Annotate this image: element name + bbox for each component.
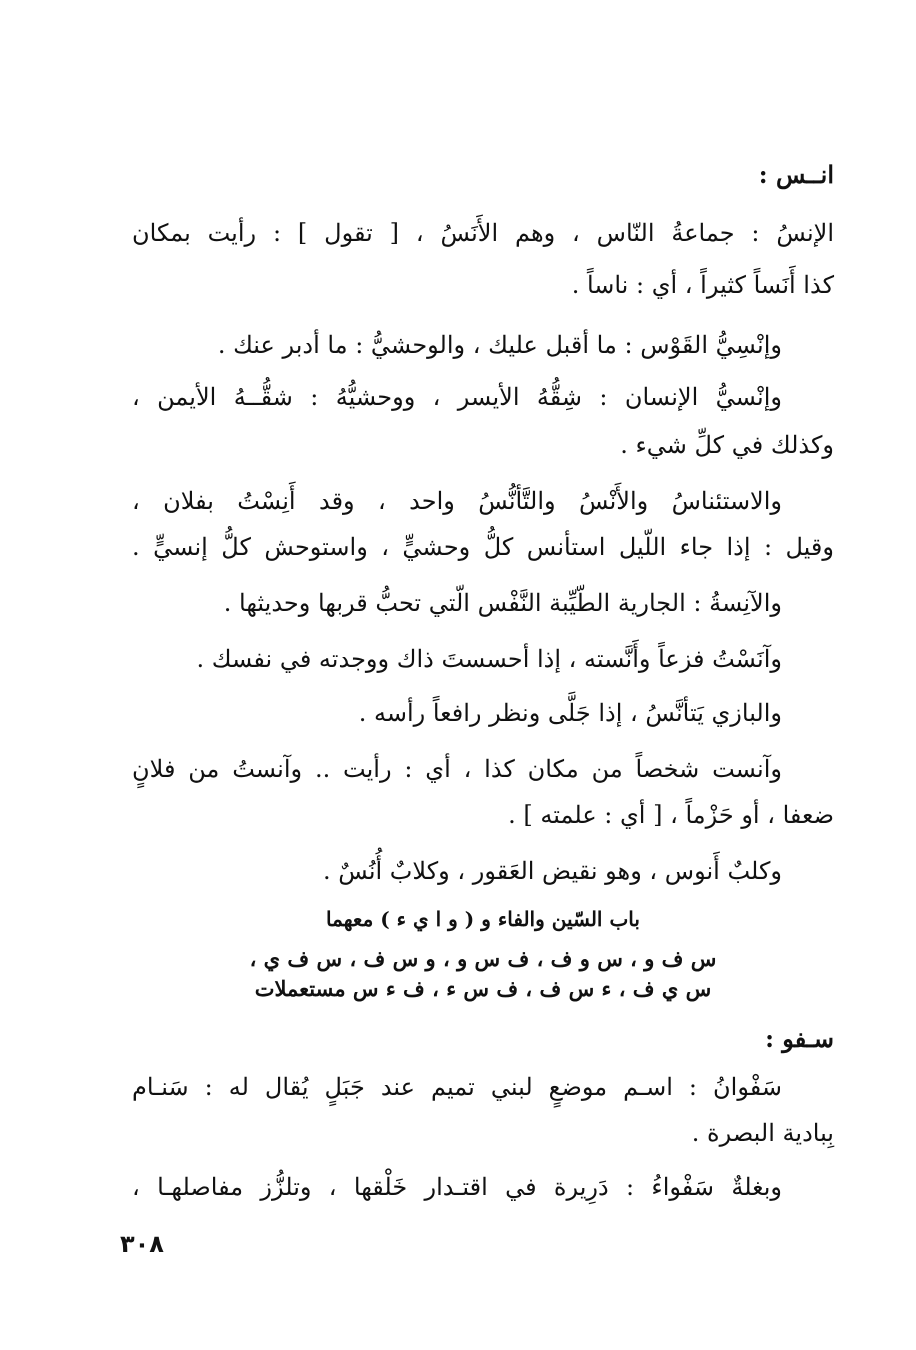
entry-text-line: وكلبٌ أَنوس ، وهو نقيض العَقور ، وكلابٌ أُنُسٌ . (322, 857, 782, 885)
entry-heading-safw: سـفو : (765, 1024, 834, 1053)
entry-text-line: والبازي يَتأنَّسُ ، إذا جَلَّى ونظر رافعاً رأسه . (358, 699, 782, 727)
entry-text-line: وآنست شخصاً من مكان كذا ، أي : رأيت .. وآنستُ من فلانٍ (132, 755, 782, 783)
entry-text-line: وكذلك في كلِّ شيء . (620, 431, 834, 459)
entry-text-line: وإنْسِيُّ القَوْس : ما أقبل عليك ، والوحشيُّ : ما أدبر عنك . (217, 331, 782, 359)
entry-text-line: والآنِسةُ : الجارية الطّيِّبة النَّفْس الّتي تحبُّ قربها وحديثها . (223, 589, 782, 617)
entry-text-line: وإنْسيُّ الإنسان : شِقُّهُ الأيسر ، ووحشيُّهُ : شقُّــهُ الأيمن ، (132, 383, 782, 411)
entry-text-line: وقيل : إذا جاء اللّيل استأنس كلُّ وحشيٍّ ، واستوحش كلُّ إنسيٍّ . (132, 533, 834, 561)
entry-text-line: بِبادية البصرة . (691, 1119, 834, 1147)
entry-text-line: والاستئناسُ والأَنْسُ والتَّأنُّسُ واحد ، وقد أَنِسْتُ بفلان ، (132, 487, 782, 515)
root-list-row: س ي ف ، ء س ف ، ف س ء ، ف ء س مستعملات (254, 976, 712, 1001)
entry-text-line: سَفْوانُ : اسـم موضعٍ لبني تميم عند جَبَلٍ يُقال له : سَنـام (132, 1073, 782, 1101)
entry-text-line: الإنسُ : جماعةُ النّاس ، وهم الأَنَسُ ، [ تقول ] : رأيت بمكان (132, 219, 835, 247)
entry-text-line: ضعفا ، أو حَزْماً ، [ أي : علمته ] . (508, 801, 834, 829)
entry-heading-ins: انــس : (758, 160, 834, 189)
root-list-row: س ف و ، س و ف ، ف س و ، و س ف ، س ف ي ، (249, 946, 717, 971)
entry-text-line: وآنَسْتُ فزعاً وأَنَّسته ، إذا أحسستَ ذاك ووجدته في نفسك . (196, 645, 782, 673)
page-number: ٣٠٨ (120, 1230, 164, 1258)
entry-text-line: وبغلةٌ سَفْواءُ : دَرِيرة في اقتـدار خَلْقها ، وتلزُّز مفاصلهـا ، (132, 1173, 782, 1201)
section-title: باب السّين والفاء و ( و ا ي ء ) معهما (326, 907, 640, 931)
entry-text-line: كذا أَنَساً كثيراً ، أي : ناساً . (571, 271, 834, 299)
